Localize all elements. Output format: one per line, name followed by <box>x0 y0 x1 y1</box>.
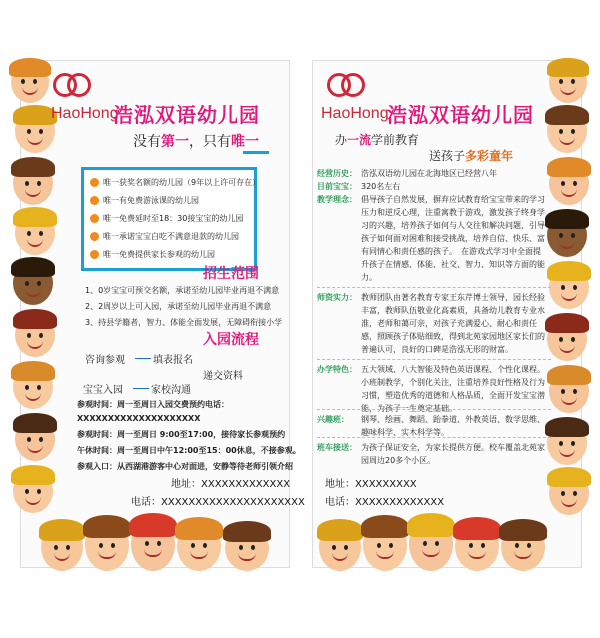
info-label: 经营历史： <box>317 169 357 178</box>
cartoon-kid-icon <box>547 317 587 361</box>
phone-label: 电话： <box>325 497 355 508</box>
double-heart-rings-icon <box>53 73 93 97</box>
cartoon-kid-icon <box>15 417 55 461</box>
flow-step: 填表报名 <box>153 355 193 366</box>
orange-flower-bullet-icon <box>90 178 99 187</box>
cartoon-kid-icon <box>549 369 589 413</box>
flow-step: 宝宝入园 <box>83 385 123 396</box>
cartoon-kid-icon <box>319 523 361 571</box>
slogan-line-2 <box>429 147 513 164</box>
list-item <box>90 210 254 228</box>
slogan-part: 办 <box>335 133 348 147</box>
slogan-line-1 <box>335 131 419 148</box>
school-name: 浩泓双语幼儿园 <box>113 103 260 127</box>
cartoon-kid-icon <box>549 471 589 515</box>
slogan-part: 没有 <box>133 134 161 150</box>
divider <box>317 287 551 288</box>
slogan-highlight: 唯一 <box>231 134 259 150</box>
list-item <box>90 228 254 246</box>
brand-name: HaoHong <box>321 105 389 122</box>
phone-label: 电话： <box>131 497 161 508</box>
enroll-item: 2、2周岁以上可入园，承诺至幼儿园毕业再退不满意 <box>85 302 272 311</box>
slogan <box>133 131 259 151</box>
cartoon-kid-icon <box>15 211 55 255</box>
info-label: 目前宝宝： <box>317 182 357 191</box>
divider <box>317 437 551 438</box>
orange-flower-bullet-icon <box>90 214 99 223</box>
info-label: 办学特色： <box>317 365 357 374</box>
feature-text: 唯一承诺宝宝白吃不满意退款的幼儿园 <box>103 232 239 241</box>
cartoon-kid-icon <box>177 521 221 571</box>
logo <box>53 73 93 97</box>
cartoon-kid-icon <box>409 517 453 571</box>
cartoon-kid-icon <box>547 109 587 153</box>
cartoon-kid-icon <box>13 469 53 513</box>
feature-text: 唯一有免费游泳课的幼儿园 <box>103 196 199 205</box>
info-text: 五大领域、八大智能及特色英语课程、个性化课程。小班制教学，个别化关注，注重培养良好性格及行为习惯，塑造优秀的道德和人格品质，全面开发宝宝潜能，为孩子一生奠定基础。 <box>361 365 545 413</box>
info-label: 兴趣班： <box>317 415 349 424</box>
info-label: 师资实力： <box>317 293 357 302</box>
slogan-highlight: 多彩童年 <box>465 149 514 163</box>
cartoon-kid-icon <box>501 523 545 571</box>
info-row <box>317 193 547 284</box>
info-row <box>317 441 547 467</box>
slogan-part: 送孩子 <box>429 149 466 163</box>
slogan-underline <box>243 151 269 154</box>
contact-line: 参观入口：从西湖港游客中心对面进，安静等待老师引领介绍 <box>77 462 293 471</box>
contact-line: XXXXXXXXXXXXXXXXXXXX <box>77 414 201 423</box>
flow-arrow-icon <box>135 358 151 359</box>
slogan-part: 学前教育 <box>371 133 420 147</box>
brand-name: HaoHong <box>51 105 119 122</box>
flyer-left <box>20 60 305 568</box>
flow-title: 入园流程 <box>203 332 259 348</box>
info-label: 教学理念： <box>317 195 357 204</box>
flow-step: 家校沟通 <box>151 385 191 396</box>
address-line <box>325 475 417 490</box>
double-heart-rings-icon <box>327 73 367 97</box>
info-text: 为孩子保证安全，为家长提供方便。校车覆盖北苑家园周边20多个小区。 <box>361 443 545 465</box>
phone-line <box>131 493 305 508</box>
info-row <box>317 167 547 180</box>
enroll-item: 1、0岁宝宝可预交名额，承诺至幼儿园毕业再退不满意 <box>85 286 280 295</box>
contact-line: 参观时间：周一至周日 9:00至17:00，接待家长参观预约 <box>77 430 286 439</box>
contact-line: 参观时间：周一至周日入园交费预约电话： <box>77 400 229 409</box>
cartoon-kid-icon <box>363 519 407 571</box>
feature-text: 唯一免费提供家长参观的幼儿园 <box>103 250 215 259</box>
divider <box>317 359 551 360</box>
info-text: 320名左右 <box>361 182 401 191</box>
cartoon-kid-icon <box>549 61 587 103</box>
address-line <box>171 475 290 490</box>
slogan-highlight: 第一 <box>161 134 189 150</box>
list-item <box>90 246 254 264</box>
cartoon-kid-icon <box>547 421 587 465</box>
cartoon-kid-icon <box>13 261 53 305</box>
enroll-item: 3、持县学籍者，智力、体能全面发展，无障碍衔接小学 <box>85 318 283 327</box>
flow-arrow-icon <box>133 388 149 389</box>
cartoon-kid-icon <box>13 161 53 205</box>
cartoon-kid-icon <box>547 213 587 257</box>
school-name: 浩泓双语幼儿园 <box>387 103 534 127</box>
cartoon-kid-icon <box>11 61 49 103</box>
cartoon-kid-icon <box>549 265 589 309</box>
features-box <box>81 167 261 271</box>
cartoon-kid-icon <box>549 161 589 205</box>
info-text: 钢琴、绘画、舞蹈、跆拳道、外教英语、数学思维、趣味科学、实木科学等。 <box>361 415 545 437</box>
cartoon-kid-icon <box>13 365 53 409</box>
phone-value: XXXXXXXXXXXXX <box>355 497 445 508</box>
cartoon-kid-icon <box>15 109 55 153</box>
info-text: 浩泓双语幼儿园在北海地区已经营八年 <box>361 169 497 178</box>
info-text: 倡导孩子自然发展，摒弃应试教育给宝宝带来的学习压力和逆反心理，注重寓教于游戏，激发孩子终身学习的兴趣，培养孩子如何与人交往和解决问题，引导孩子如何面对困难和接受挑战，培养自信、快乐、富有同情心和责任感的孩子。 在游戏式学习中全面提升孩子在情感、体能、社交、智力、知识等方面的能力。 <box>361 195 545 282</box>
cartoon-kid-icon <box>15 313 55 357</box>
info-row <box>317 291 547 356</box>
address-value: XXXXXXXXX <box>355 479 417 490</box>
feature-text: 唯一免费延时至18：30接宝宝的幼儿园 <box>103 214 244 223</box>
list-item <box>90 192 254 210</box>
feature-text: 唯一获奖名额的幼儿园（9年以上许可存在） <box>103 178 261 187</box>
cartoon-kid-icon <box>85 519 129 571</box>
divider <box>317 409 551 410</box>
cartoon-kid-icon <box>455 521 499 571</box>
logo <box>327 73 367 97</box>
slogan-highlight: 一流 <box>347 133 372 147</box>
orange-flower-bullet-icon <box>90 250 99 259</box>
flow-step: 递交资料 <box>203 371 243 382</box>
orange-flower-bullet-icon <box>90 196 99 205</box>
flyer-right <box>312 60 582 568</box>
slogan-part: ，只有 <box>189 134 231 150</box>
info-row <box>317 180 547 193</box>
address-label: 地址： <box>325 479 355 490</box>
info-row <box>317 363 547 415</box>
info-label: 班车接送： <box>317 443 357 452</box>
address-value: XXXXXXXXXXXXX <box>201 479 291 490</box>
cartoon-kid-icon <box>131 517 175 571</box>
info-text: 教师团队由著名教育专家王东芹博士领导，园长经验丰富，教师队伍敬业化高素质，具备幼儿教育专业水准，老师和蔼可亲，对孩子充满爱心、耐心和责任感，照顾孩子体贴细致，得到北苑家园地区家长们的普遍认可，良好的口碑是浩泓无形的财富。 <box>361 293 545 354</box>
address-label: 地址： <box>171 479 201 490</box>
enroll-title: 招生范围 <box>203 266 259 282</box>
list-item <box>90 174 261 192</box>
info-row <box>317 413 547 439</box>
orange-flower-bullet-icon <box>90 232 99 241</box>
phone-line <box>325 493 444 508</box>
phone-value: XXXXXXXXXXXXXXXXXXXXX <box>161 497 305 508</box>
cartoon-kid-icon <box>41 523 83 571</box>
flow-step: 咨询参观 <box>85 355 125 366</box>
cartoon-kid-icon <box>225 525 269 571</box>
contact-line: 午休时间：周一至周日中午12:00至15：00休息，不接参观。 <box>77 446 301 455</box>
